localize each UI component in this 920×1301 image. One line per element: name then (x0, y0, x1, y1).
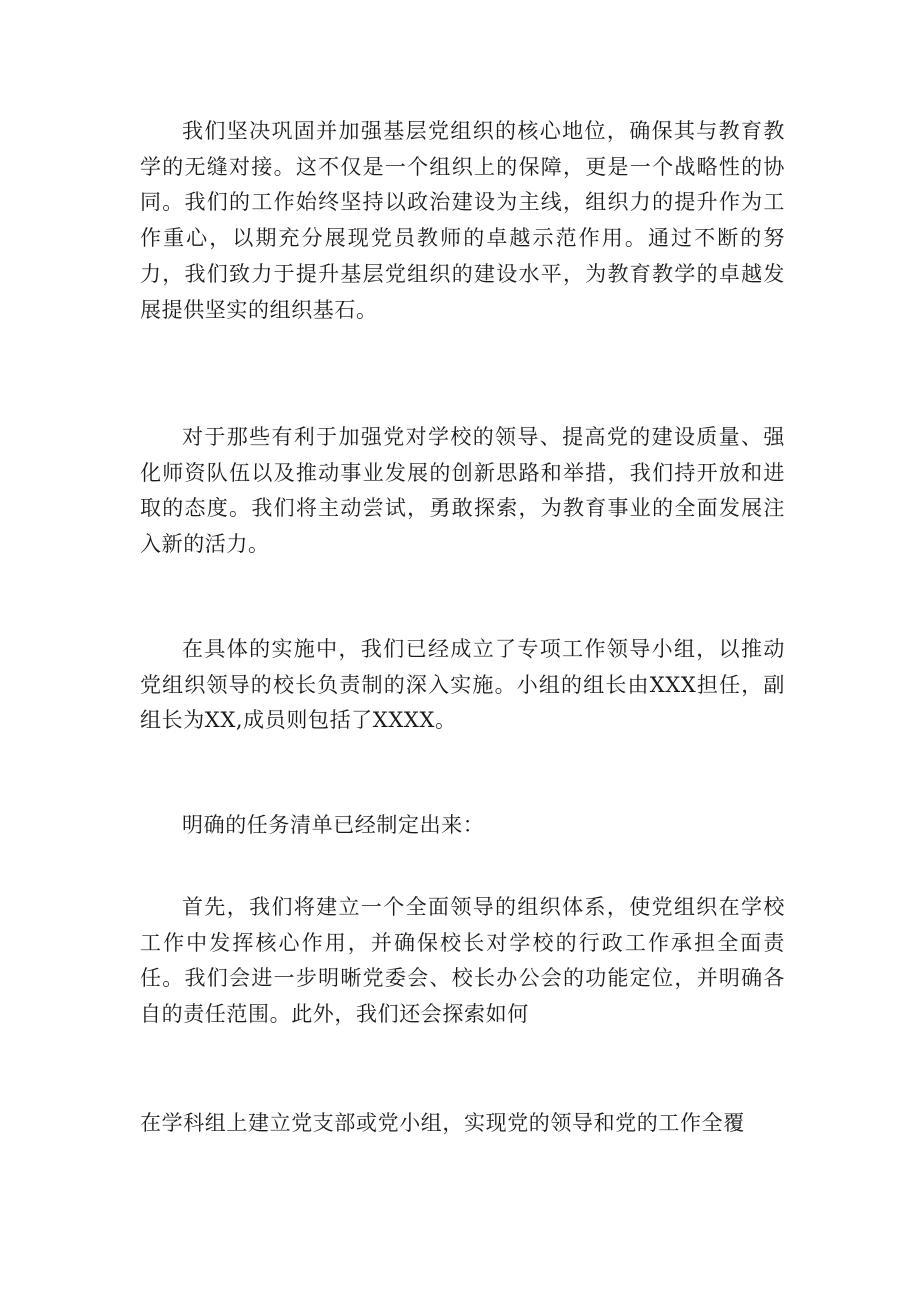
paragraph-continuation: 在学科组上建立党支部或党小组，实现党的领导和党的工作全覆 (140, 1111, 745, 1135)
paragraph-core-position: 我们坚决巩固并加强基层党组织的核心地位，确保其与教育教学的无缝对接。这不仅是一个组织上的保障，更是一个战略性的协同。我们的工作始终坚持以政治建设为主线，组织力的提升作为工作重心，以期充分展现党员教师的卓越示范作用。通过不断的努力，我们致力于提升基层党组织的建设水平，为教育教学的卓越发展提供坚实的组织基石。 (140, 119, 785, 322)
paragraph-leadership-group: 在具体的实施中，我们已经成立了专项工作领导小组，以推动党组织领导的校长负责制的深入实施。小组的组长由XXX担任，副组长为XX,成员则包括了XXXX。 (140, 637, 785, 733)
paragraph-task-list-intro: 明确的任务清单已经制定出来： (182, 813, 485, 837)
paragraph-innovation-attitude: 对于那些有利于加强党对学校的领导、提高党的建设质量、强化师资队伍以及推动事业发展的创新思路和举措，我们持开放和进取的态度。我们将主动尝试，勇敢探索，为教育事业的全面发展注入新的活力。 (140, 425, 785, 557)
paragraph-first-task: 首先，我们将建立一个全面领导的组织体系，使党组织在学校工作中发挥核心作用，并确保校长对学校的行政工作承担全面责任。我们会进一步明晰党委会、校长办公会的功能定位，并明确各自的责任范围。此外，我们还会探索如何 (140, 895, 785, 1027)
